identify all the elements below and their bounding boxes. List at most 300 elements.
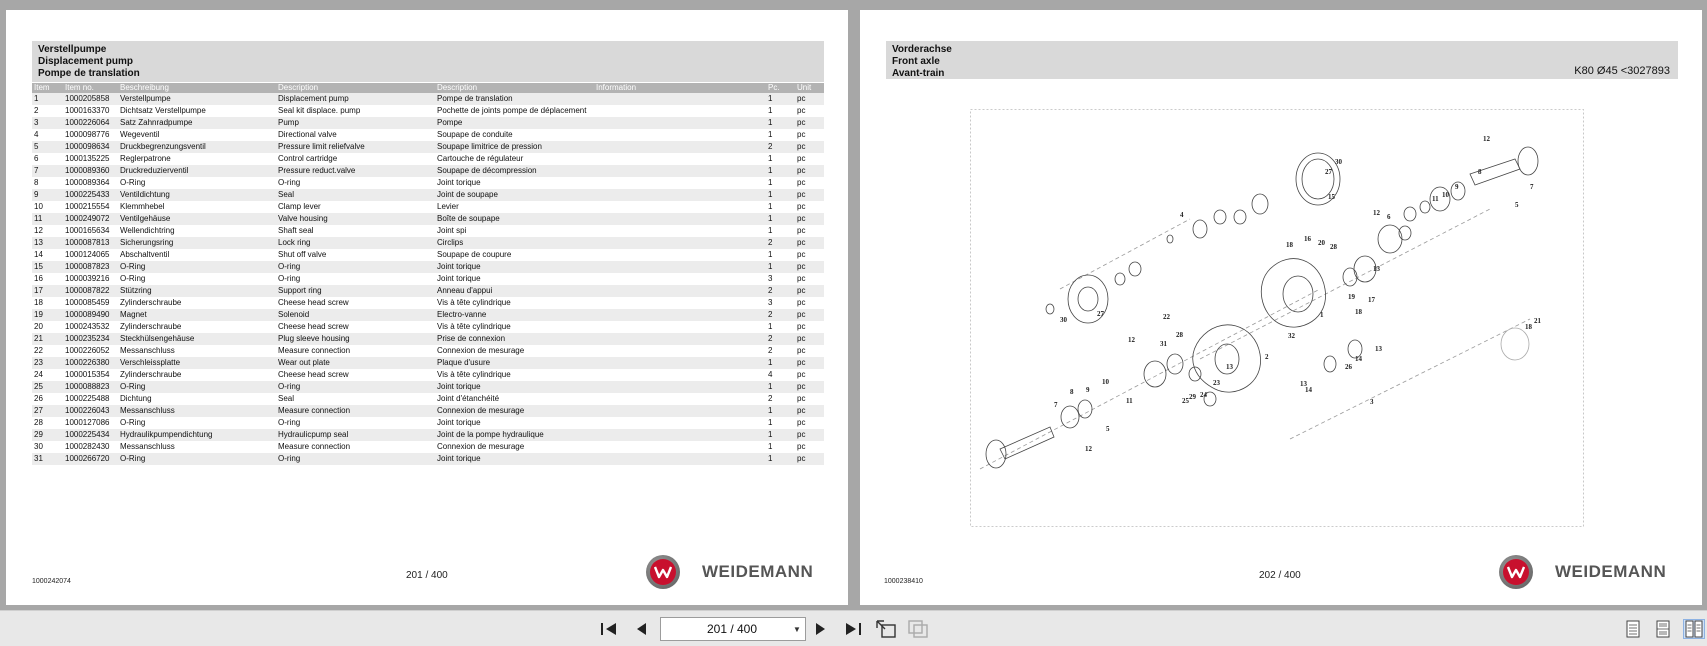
table-cell: 1: [768, 202, 773, 211]
table-cell: [594, 261, 766, 273]
table-cell: 1000087813: [63, 237, 118, 249]
table-cell: [594, 441, 766, 453]
table-cell: O-ring: [276, 453, 435, 465]
table-row: [32, 345, 824, 357]
table-cell: Lock ring: [276, 237, 435, 249]
table-cell: 1000249072: [63, 213, 118, 225]
table-cell: pc: [795, 213, 824, 225]
table-cell: Joint torique: [435, 381, 594, 393]
svg-text:13: 13: [1300, 380, 1307, 388]
svg-text:11: 11: [1432, 195, 1439, 203]
table-cell: Pochette de joints pompe de déplacement: [437, 106, 587, 115]
table-cell: pc: [797, 274, 806, 283]
table-cell: Messanschluss: [120, 442, 175, 451]
svg-text:9: 9: [1455, 183, 1459, 191]
table-cell: Dichtsatz Verstellpumpe: [120, 106, 206, 115]
column-header: Item no.: [63, 83, 118, 93]
table-cell: [594, 405, 766, 417]
table-row: [32, 177, 824, 189]
table-cell: 15: [32, 261, 63, 273]
model-label: K80 Ø45 <3027893: [1574, 65, 1670, 77]
table-cell: [594, 165, 766, 177]
table-row: [32, 261, 824, 273]
table-row: [32, 333, 824, 345]
table-cell: Reglerpatrone: [120, 154, 171, 163]
table-cell: [594, 321, 766, 333]
table-row: [32, 165, 824, 177]
table-cell: 1000087822: [63, 285, 118, 297]
table-cell: Zylinderschraube: [120, 322, 182, 331]
svg-text:29: 29: [1189, 393, 1196, 401]
table-cell: pc: [795, 237, 824, 249]
title-block: [886, 41, 1678, 79]
table-cell: Druckbegrenzungsventil: [118, 141, 276, 153]
table-cell: pc: [795, 165, 824, 177]
table-cell: Cheese head screw: [278, 298, 349, 307]
table-cell: Wellendichtring: [120, 226, 175, 235]
table-cell: [594, 273, 766, 285]
footer-code: 1000242074: [32, 578, 71, 585]
table-cell: 24: [34, 370, 43, 379]
table-cell: 2: [766, 285, 795, 297]
table-cell: [594, 453, 766, 465]
first-page-icon[interactable]: [598, 619, 620, 639]
table-cell: Abschaltventil: [120, 250, 170, 259]
table-cell: 1000015354: [65, 370, 110, 379]
table-cell: pc: [795, 357, 824, 369]
table-cell: 1: [766, 381, 795, 393]
logo-badge-icon: [1499, 555, 1533, 589]
table-cell: 26: [34, 394, 43, 403]
table-row: [32, 225, 824, 237]
table-cell: pc: [797, 178, 806, 187]
svg-text:5: 5: [1515, 201, 1519, 209]
table-cell: 2: [766, 237, 795, 249]
table-cell: [594, 429, 766, 441]
table-cell: 1000039216: [65, 274, 110, 283]
svg-text:3: 3: [1370, 398, 1374, 406]
svg-text:25: 25: [1182, 397, 1189, 405]
table-cell: 4: [768, 370, 773, 379]
table-cell: pc: [795, 333, 824, 345]
table-cell: Zylinderschraube: [120, 370, 182, 379]
svg-text:27: 27: [1325, 168, 1332, 176]
table-cell: 1000215554: [65, 202, 110, 211]
table-cell: Connexion de mesurage: [437, 442, 525, 451]
svg-text:10: 10: [1102, 378, 1109, 386]
prev-page-icon[interactable]: [630, 619, 652, 639]
table-cell: [594, 297, 766, 309]
table-row: [32, 429, 824, 441]
table-cell: 1: [768, 106, 773, 115]
table-cell: Shut off valve: [278, 250, 327, 259]
svg-text:19: 19: [1348, 293, 1355, 301]
table-cell: Steckhülsengehäuse: [118, 333, 276, 345]
table-row: [32, 249, 824, 261]
table-cell: Wear out plate: [276, 357, 435, 369]
table-cell: 8: [34, 178, 39, 187]
table-cell: 1: [766, 453, 795, 465]
svg-text:8: 8: [1070, 388, 1074, 396]
table-cell: 1000226380: [63, 357, 118, 369]
table-cell: Plaque d'usure: [435, 357, 594, 369]
table-cell: Joint torique: [437, 274, 481, 283]
svg-text:9: 9: [1086, 386, 1090, 394]
svg-text:13: 13: [1373, 265, 1380, 273]
next-view-icon[interactable]: [907, 619, 929, 639]
table-cell: 1: [766, 117, 795, 129]
table-cell: Soupape limitrice de pression: [435, 141, 594, 153]
title-en: Front axle: [892, 56, 940, 67]
table-cell: pc: [797, 322, 806, 331]
table-cell: Cheese head screw: [278, 322, 349, 331]
table-cell: 1: [768, 442, 773, 451]
table-cell: 10: [34, 202, 43, 211]
table-cell: 25: [32, 381, 63, 393]
table-row: [32, 201, 824, 213]
table-cell: Sicherungsring: [118, 237, 276, 249]
svg-text:21: 21: [1534, 317, 1541, 325]
title-de: Verstellpumpe: [38, 44, 107, 55]
table-cell: pc: [797, 106, 806, 115]
table-cell: Support ring: [276, 285, 435, 297]
table-cell: O-ring: [276, 261, 435, 273]
table-cell: [594, 153, 766, 165]
svg-text:12: 12: [1483, 135, 1490, 143]
table-cell: Measure connection: [278, 346, 351, 355]
table-cell: 1: [768, 226, 773, 235]
table-row: [32, 369, 824, 381]
table-cell: pc: [797, 154, 806, 163]
table-cell: 1000226043: [63, 405, 118, 417]
table-cell: 1: [768, 418, 773, 427]
table-cell: Druckreduzierventil: [118, 165, 276, 177]
table-cell: 2: [766, 309, 795, 321]
table-cell: pc: [797, 298, 806, 307]
table-cell: pc: [795, 453, 824, 465]
svg-text:7: 7: [1530, 183, 1534, 191]
table-cell: 30: [34, 442, 43, 451]
table-row: [32, 93, 824, 105]
table-header-row: [32, 83, 824, 93]
table-row: [32, 117, 824, 129]
column-header: Description: [276, 83, 435, 93]
table-cell: 1000225434: [63, 429, 118, 441]
table-cell: 1000225433: [63, 189, 118, 201]
table-cell: 1000098634: [63, 141, 118, 153]
table-row: [32, 321, 824, 333]
table-cell: Boîte de soupape: [435, 213, 594, 225]
svg-text:30: 30: [1335, 158, 1342, 166]
table-cell: Hydraulicpump seal: [276, 429, 435, 441]
svg-text:30: 30: [1060, 316, 1067, 324]
table-cell: pc: [797, 418, 806, 427]
table-cell: O-Ring: [118, 261, 276, 273]
table-cell: 21: [32, 333, 63, 345]
table-cell: [594, 237, 766, 249]
table-cell: 1: [766, 189, 795, 201]
svg-text:13: 13: [1226, 363, 1233, 371]
column-header: Unit: [795, 83, 824, 93]
table-cell: [594, 357, 766, 369]
table-cell: Seal: [276, 189, 435, 201]
table-row: [32, 189, 824, 201]
table-cell: [594, 333, 766, 345]
table-cell: Soupape de conduite: [437, 130, 513, 139]
table-cell: Vis à tête cylindrique: [437, 298, 511, 307]
table-cell: pc: [795, 309, 824, 321]
title-fr: Pompe de translation: [38, 68, 140, 79]
table-cell: pc: [795, 381, 824, 393]
brand-logo: [1499, 555, 1666, 589]
continuous-icon[interactable]: [1652, 619, 1674, 639]
table-cell: Clamp lever: [278, 202, 321, 211]
table-cell: Control cartridge: [278, 154, 338, 163]
table-cell: [594, 381, 766, 393]
table-cell: [594, 393, 766, 405]
last-page-icon[interactable]: [842, 619, 864, 639]
table-cell: Verstellpumpe: [118, 93, 276, 105]
svg-text:14: 14: [1305, 386, 1312, 394]
table-cell: Pompe de translation: [435, 93, 594, 105]
table-cell: O-Ring: [120, 274, 146, 283]
table-cell: pc: [795, 93, 824, 105]
table-cell: 1: [768, 154, 773, 163]
table-cell: [594, 129, 766, 141]
table-cell: pc: [795, 261, 824, 273]
table-cell: 1000266720: [63, 453, 118, 465]
svg-text:26: 26: [1345, 363, 1352, 371]
table-row: [32, 297, 824, 309]
table-cell: 1000225488: [65, 394, 110, 403]
table-cell: Pressure limit reliefvalve: [276, 141, 435, 153]
single-page-icon[interactable]: [1622, 619, 1644, 639]
table-cell: O-ring: [278, 418, 301, 427]
table-cell: Anneau d'appui: [435, 285, 594, 297]
previous-view-icon[interactable]: [875, 619, 897, 639]
table-row: [32, 405, 824, 417]
title-de: Vorderachse: [892, 44, 952, 55]
svg-text:8: 8: [1478, 168, 1482, 176]
table-cell: Joint d'étanchéité: [437, 394, 500, 403]
table-cell: Valve housing: [276, 213, 435, 225]
table-cell: [594, 177, 766, 189]
table-cell: 1: [768, 178, 773, 187]
table-cell: 20: [34, 322, 43, 331]
table-cell: pc: [797, 394, 806, 403]
column-header: Information: [594, 83, 766, 93]
table-cell: 1: [766, 213, 795, 225]
brand-name: WEIDEMANN: [702, 562, 814, 581]
svg-text:24: 24: [1200, 391, 1207, 399]
table-cell: 11: [32, 213, 63, 225]
exploded-axle-diagram: [970, 109, 1584, 527]
table-cell: Seal: [278, 394, 295, 403]
next-page-icon[interactable]: [810, 619, 832, 639]
table-cell: 27: [32, 405, 63, 417]
table-cell: [594, 141, 766, 153]
table-cell: 29: [32, 429, 63, 441]
table-cell: Solenoid: [276, 309, 435, 321]
table-cell: Seal kit displace. pump: [278, 106, 361, 115]
svg-text:18: 18: [1525, 323, 1532, 331]
svg-text:14: 14: [1355, 355, 1362, 363]
table-cell: 17: [32, 285, 63, 297]
table-cell: Hydraulikpumpendichtung: [118, 429, 276, 441]
table-cell: Shaft seal: [278, 226, 314, 235]
table-row: [32, 393, 824, 405]
table-row: [32, 273, 824, 285]
table-cell: [594, 189, 766, 201]
table-cell: 2: [766, 333, 795, 345]
title-fr: Avant-train: [892, 68, 945, 79]
table-cell: 1: [766, 165, 795, 177]
table-cell: 1: [768, 250, 773, 259]
table-cell: 2: [768, 394, 773, 403]
table-cell: 1: [768, 130, 773, 139]
table-cell: Cartouche de régulateur: [437, 154, 524, 163]
table-cell: Measure connection: [276, 405, 435, 417]
table-cell: Measure connection: [278, 442, 351, 451]
table-cell: 16: [34, 274, 43, 283]
table-cell: 2: [768, 346, 773, 355]
table-cell: Magnet: [118, 309, 276, 321]
table-cell: O-Ring: [118, 453, 276, 465]
table-cell: [594, 285, 766, 297]
table-cell: [594, 369, 766, 381]
table-cell: 1000226064: [63, 117, 118, 129]
table-cell: Joint torique: [435, 261, 594, 273]
table-cell: pc: [795, 189, 824, 201]
table-cell: pc: [795, 117, 824, 129]
brand-name: WEIDEMANN: [1555, 562, 1667, 581]
table-cell: 1000085459: [65, 298, 110, 307]
page-number-value: 201 / 400: [706, 622, 758, 636]
table-cell: 1000087823: [63, 261, 118, 273]
table-cell: 1000226052: [65, 346, 110, 355]
table-cell: 1000163370: [65, 106, 110, 115]
table-cell: 28: [34, 418, 43, 427]
table-cell: pc: [797, 202, 806, 211]
table-cell: [594, 249, 766, 261]
parts-table: [32, 83, 824, 465]
table-cell: Joint torique: [437, 418, 481, 427]
column-header: Item: [32, 83, 63, 93]
svg-text:2: 2: [1265, 353, 1269, 361]
table-cell: 1: [766, 93, 795, 105]
table-cell: 4: [34, 130, 39, 139]
table-cell: pc: [797, 250, 806, 259]
table-row: [32, 129, 824, 141]
table-cell: [594, 117, 766, 129]
table-cell: 12: [34, 226, 43, 235]
table-cell: Pressure reduct.valve: [276, 165, 435, 177]
table-cell: [594, 201, 766, 213]
title-block: [32, 41, 824, 82]
table-row: [32, 285, 824, 297]
table-cell: [594, 225, 766, 237]
column-header: Pc.: [766, 83, 795, 93]
page-number-field[interactable]: [660, 617, 806, 641]
table-cell: Soupape de coupure: [437, 250, 512, 259]
svg-text:18: 18: [1286, 241, 1293, 249]
page-number: 201 / 400: [406, 570, 448, 581]
table-cell: Displacement pump: [276, 93, 435, 105]
table-cell: Dichtung: [120, 394, 152, 403]
table-cell: O-ring: [278, 274, 301, 283]
table-cell: 1000243532: [65, 322, 110, 331]
footer-code: 1000238410: [884, 578, 923, 585]
table-cell: Verschleissplatte: [118, 357, 276, 369]
table-cell: 14: [34, 250, 43, 259]
table-row: [32, 357, 824, 369]
table-row: [32, 381, 824, 393]
table-cell: Plug sleeve housing: [276, 333, 435, 345]
table-cell: 1000089490: [63, 309, 118, 321]
svg-text:7: 7: [1054, 401, 1058, 409]
table-cell: 18: [34, 298, 43, 307]
table-cell: 3: [768, 298, 773, 307]
table-row: [32, 141, 824, 153]
viewer-toolbar: [0, 610, 1707, 646]
left-page: [6, 10, 848, 605]
table-cell: pc: [795, 405, 824, 417]
table-body: [32, 93, 824, 465]
table-cell: 1000205858: [63, 93, 118, 105]
table-cell: 1000282430: [65, 442, 110, 451]
table-row: [32, 105, 824, 117]
table-row: [32, 417, 824, 429]
table-cell: 1000165634: [65, 226, 110, 235]
svg-text:6: 6: [1387, 213, 1391, 221]
table-cell: 1: [766, 429, 795, 441]
table-cell: 1000235234: [63, 333, 118, 345]
table-cell: Joint de soupape: [435, 189, 594, 201]
table-cell: 9: [32, 189, 63, 201]
svg-text:22: 22: [1163, 313, 1170, 321]
table-cell: [594, 345, 766, 357]
two-page-icon[interactable]: [1683, 619, 1705, 639]
table-cell: pc: [797, 442, 806, 451]
table-cell: 22: [34, 346, 43, 355]
table-cell: Stützring: [118, 285, 276, 297]
table-cell: O-Ring: [120, 418, 146, 427]
table-cell: Pompe: [435, 117, 594, 129]
table-cell: Messanschluss: [120, 346, 175, 355]
table-cell: pc: [797, 346, 806, 355]
table-cell: Ventilgehäuse: [118, 213, 276, 225]
table-cell: Satz Zahnradpumpe: [118, 117, 276, 129]
dropdown-arrow-icon[interactable]: ▼: [793, 624, 801, 634]
svg-text:31: 31: [1160, 340, 1167, 348]
svg-text:4: 4: [1180, 211, 1184, 219]
table-cell: pc: [795, 285, 824, 297]
svg-text:16: 16: [1304, 235, 1311, 243]
svg-text:11: 11: [1126, 397, 1133, 405]
svg-text:12: 12: [1373, 209, 1380, 217]
table-cell: 3: [768, 274, 773, 283]
table-cell: 6: [34, 154, 39, 163]
table-row: [32, 309, 824, 321]
table-cell: Electro-vanne: [435, 309, 594, 321]
table-cell: 1000127086: [65, 418, 110, 427]
svg-text:13: 13: [1375, 345, 1382, 353]
table-cell: 1000089364: [65, 178, 110, 187]
table-cell: pc: [795, 141, 824, 153]
table-cell: Messanschluss: [118, 405, 276, 417]
table-cell: [594, 105, 766, 117]
table-cell: 1000124065: [65, 250, 110, 259]
